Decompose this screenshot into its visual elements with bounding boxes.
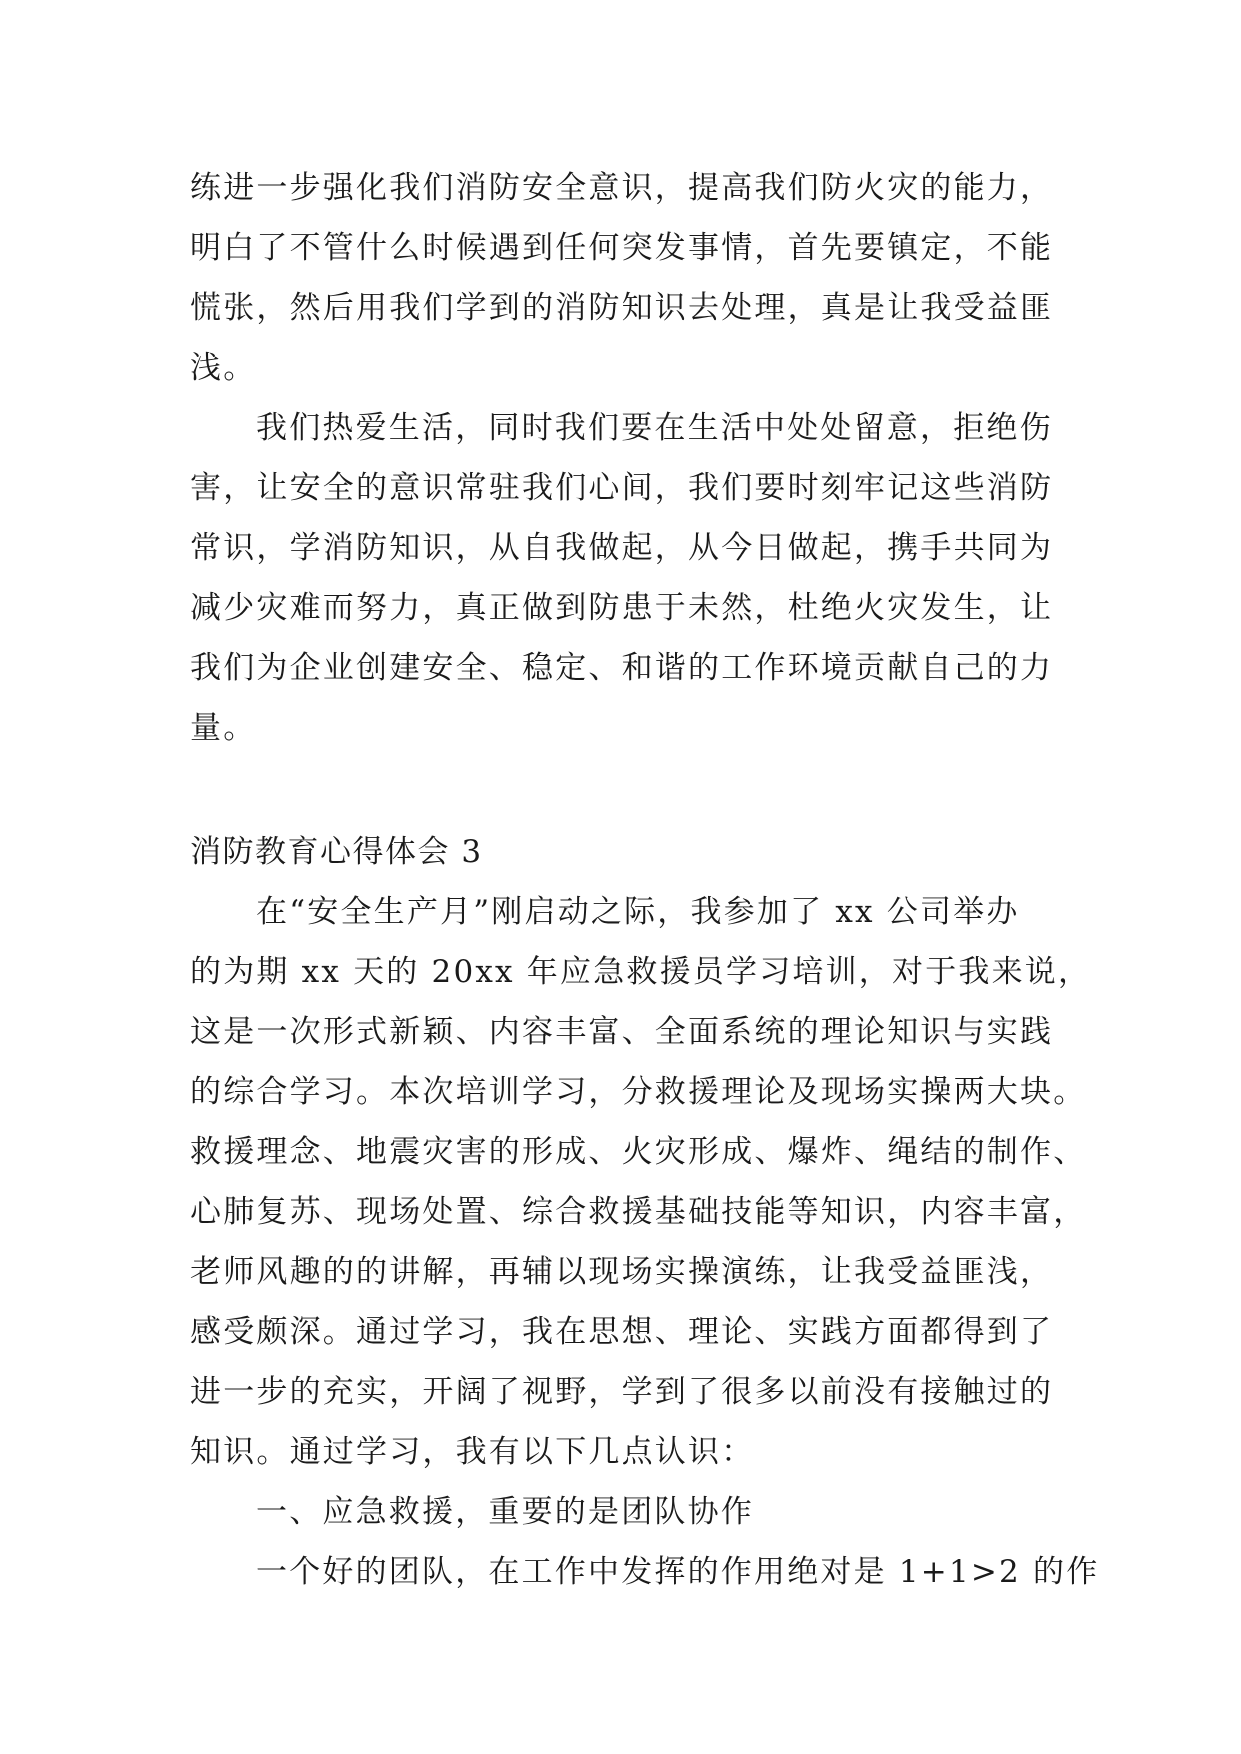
text-line: 常识，学消防知识，从自我做起，从今日做起，携手共同为 xyxy=(190,530,1054,566)
text-line: 的为期 xx 天的 20xx 年应急救援员学习培训，对于我来说， xyxy=(190,954,1092,990)
text-line: 浅。 xyxy=(190,350,257,386)
text-line: 在“安全生产月”刚启动之际，我参加了 xx 公司举办 xyxy=(256,894,1020,930)
text-line: 老师风趣的的讲解，再辅以现场实操演练，让我受益匪浅， xyxy=(190,1254,1054,1290)
text-line: 减少灾难而努力，真正做到防患于未然，杜绝火灾发生，让 xyxy=(190,590,1054,626)
list-heading: 一、应急救援，重要的是团队协作 xyxy=(256,1494,754,1530)
text-line: 明白了不管什么时候遇到任何突发事情，首先要镇定，不能 xyxy=(190,230,1054,266)
text-line: 心肺复苏、现场处置、综合救援基础技能等知识，内容丰富， xyxy=(190,1194,1087,1230)
text-line: 练进一步强化我们消防安全意识，提高我们防火灾的能力， xyxy=(190,170,1054,206)
text-line: 救援理念、地震灾害的形成、火灾形成、爆炸、绳结的制作、 xyxy=(190,1134,1087,1170)
text-line: 我们热爱生活，同时我们要在生活中处处留意，拒绝伤 xyxy=(256,410,1053,446)
section-gap xyxy=(190,758,1060,822)
text-line: 知识。通过学习，我有以下几点认识： xyxy=(190,1434,755,1470)
text-line: 慌张，然后用我们学到的消防知识去处理，真是让我受益匪 xyxy=(190,290,1054,326)
text-line: 这是一次形式新颖、内容丰富、全面系统的理论知识与实践 xyxy=(190,1014,1054,1050)
text-line: 量。 xyxy=(190,710,257,746)
text-line: 害，让安全的意识常驻我们心间，我们要时刻牢记这些消防 xyxy=(190,470,1054,506)
text-line: 进一步的充实，开阔了视野，学到了很多以前没有接触过的 xyxy=(190,1374,1054,1410)
text-line: 我们为企业创建安全、稳定、和谐的工作环境贡献自己的力 xyxy=(190,650,1054,686)
text-line: 的综合学习。本次培训学习，分救援理论及现场实操两大块。 xyxy=(190,1074,1087,1110)
section-heading: 消防教育心得体会 3 xyxy=(190,834,483,870)
text-line: 感受颇深。通过学习，我在思想、理论、实践方面都得到了 xyxy=(190,1314,1054,1350)
document-body xyxy=(190,158,1100,1602)
text-line: 一个好的团队，在工作中发挥的作用绝对是 1+1>2 的作 xyxy=(256,1554,1100,1590)
